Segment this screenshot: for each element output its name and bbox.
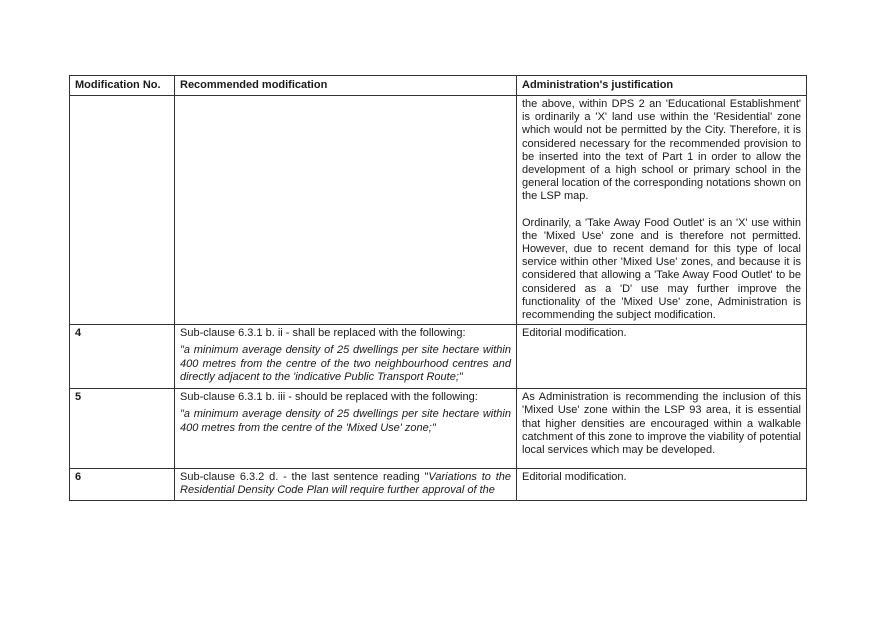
justification-paragraph: Editorial modification. (522, 471, 627, 484)
justification-paragraph: Editorial modification. (522, 327, 627, 340)
modification-quote: "a minimum average density of 25 dwellings per site hectare within 400 metres from the centre of the 'Mixed Use' zone;" (180, 408, 511, 434)
table-row (70, 96, 807, 325)
modification-intro-italic: Variations to the Residential Density Code Plan will require further approval of the (180, 471, 511, 497)
recommended-modification-cell (175, 389, 517, 469)
header-recommended-modification: Recommended modification (175, 76, 517, 96)
justification-paragraph: the above, within DPS 2 an 'Educational Establishment' is ordinarily a 'X' land use within the 'Residential' zone which would not be permitted by the City. Therefore, it is considered necessary for the recommended provision to be inserted into the text of Part 1 in order to allow the development of a high school or primary school in the general location of the corresponding notations shown on the LSP map. (522, 98, 801, 203)
modification-intro (180, 471, 511, 497)
recommended-modification-cell (175, 469, 517, 500)
table-row (70, 325, 807, 389)
modification-number: 6 (70, 469, 175, 500)
header-modification-no: Modification No. (70, 76, 175, 96)
table-row (70, 469, 807, 500)
justification-paragraph: Ordinarily, a 'Take Away Food Outlet' is an 'X' use within the 'Mixed Use' zone and is therefore not permitted. However, due to recent demand for this type of local service within other 'Mixed Use' zones, and because it is considered that allowing a 'Take Away Food Outlet' to be considered as a 'D' use may further improve the functionality of the 'Mixed Use' zone, Administration is recommending the subject modification. (522, 216, 801, 322)
justification-cell (517, 96, 807, 325)
modification-intro-plain: Sub-clause 6.3.2 d. - the last sentence reading " (180, 471, 429, 484)
justification-paragraph: As Administration is recommending the inclusion of this 'Mixed Use' zone within the LSP 93 area, it is essential that higher densities are encouraged within a walkable catchment of this zone to improve the viability of potential local services which may be developed. (522, 391, 801, 457)
modification-quote: "a minimum average density of 25 dwellings per site hectare within 400 metres from the centre of the two neighbourhood centres and directly adjacent to the 'indicative Public Transport Route;" (180, 344, 511, 383)
justification-cell (517, 325, 807, 389)
justification-cell (517, 469, 807, 500)
justification-cell (517, 389, 807, 469)
recommended-modification-cell (175, 96, 517, 325)
modification-number: 4 (70, 325, 175, 389)
modification-intro: Sub-clause 6.3.1 b. iii - should be replaced with the following: (180, 391, 478, 404)
modifications-table (69, 75, 807, 501)
header-justification: Administration's justification (517, 76, 807, 96)
recommended-modification-cell (175, 325, 517, 389)
modification-intro: Sub-clause 6.3.1 b. ii - shall be replaced with the following: (180, 327, 466, 340)
modification-number (70, 96, 175, 325)
table-row (70, 389, 807, 469)
modification-number: 5 (70, 389, 175, 469)
table-header-row (70, 76, 807, 96)
